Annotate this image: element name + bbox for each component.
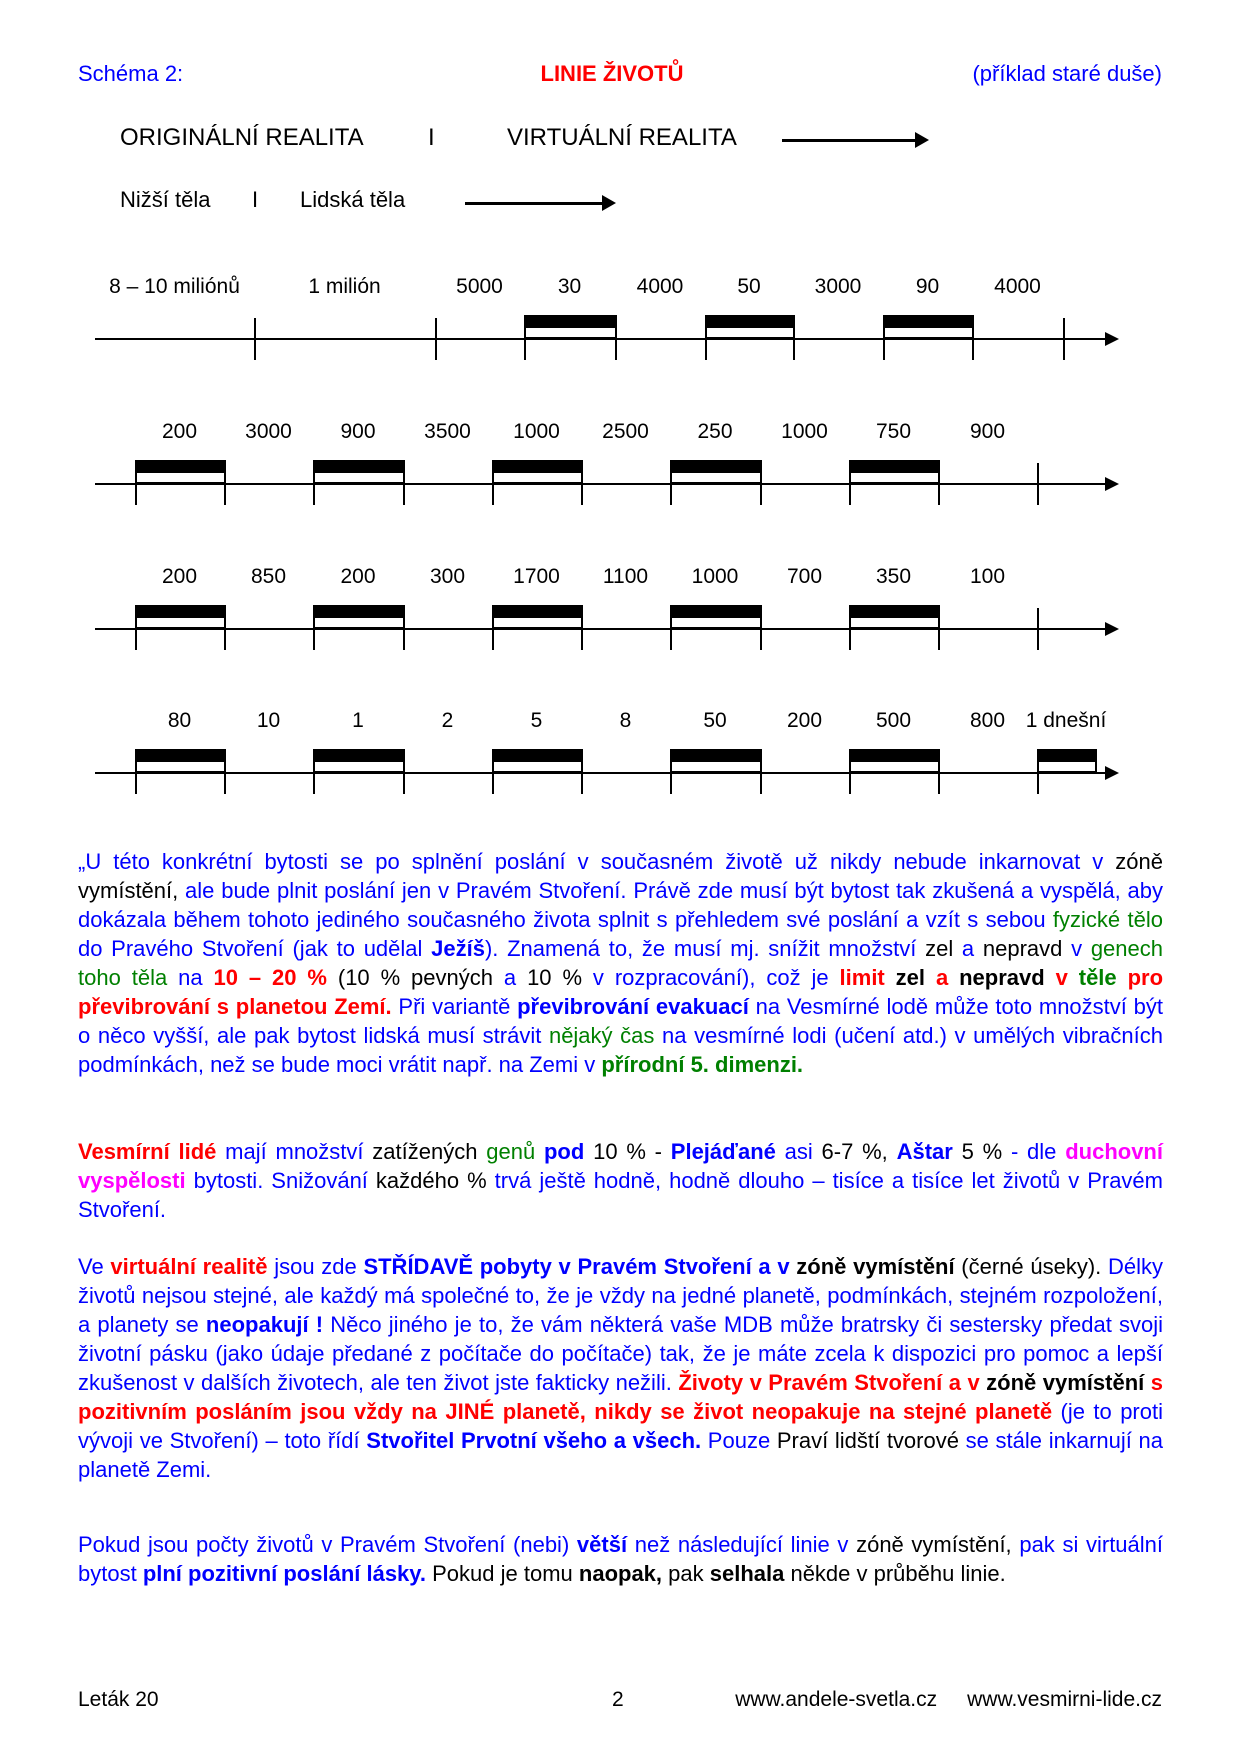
text-run: se stále inkarnují na planetě Zemi. [78, 1428, 1164, 1482]
text-run: genů [486, 1139, 536, 1164]
arrowhead-icon [1105, 332, 1119, 346]
segment-label: 5 [530, 709, 543, 732]
text-run: (černé úseky). [954, 1254, 1102, 1279]
arrowhead-icon [1105, 766, 1119, 780]
segment-label: 1000 [781, 420, 828, 443]
text-run: přírodní 5. dimenzi. [601, 1052, 804, 1077]
segment-label: 900 [969, 420, 1006, 443]
text-run: větší [576, 1532, 628, 1557]
tick-mark [435, 318, 437, 360]
text-run: (je to proti vývoji ve Stvoření) – toto řídí [78, 1399, 1163, 1453]
bodies-separator: I [252, 187, 259, 212]
text-run: fyzické tělo [1052, 907, 1163, 932]
life-bar [492, 605, 583, 629]
paragraph-3 [78, 1252, 1163, 1484]
human-bodies-label: Lidská těla [300, 187, 406, 212]
life-bar [849, 605, 940, 629]
segment-label: 10 [256, 709, 281, 732]
text-run: 5 % [961, 1139, 1003, 1164]
text-run: limit [839, 965, 896, 990]
life-bar [670, 605, 762, 629]
text-run: těle [1078, 965, 1128, 990]
segment-label: 90 [915, 275, 940, 298]
segment-label: 4000 [994, 275, 1041, 298]
life-bar [1037, 749, 1097, 773]
segment-label: 5000 [456, 275, 503, 298]
arrowhead-icon [1105, 477, 1119, 491]
life-bar [492, 749, 583, 773]
text-run: mají množství [216, 1139, 373, 1164]
life-bar [313, 749, 405, 773]
tick-mark [1037, 608, 1039, 650]
text-run: Něco jiného je to, že vám některá vaše MDB může bratrsky či sestersky předat svoji životní pásku (jako údaje předané z počítače do počítače) tak, že je máte zcela k dispozici pro pomoc a lepší zkušenost v dalších životech, ale ten život jste fakticky nežili. [78, 1312, 1164, 1395]
original-reality-label: ORIGINÁLNÍ REALITA [120, 124, 364, 151]
segment-label: 3500 [424, 420, 471, 443]
life-bar [524, 315, 617, 339]
text-run: v rozpracování), což je [592, 965, 840, 990]
text-run: - dle [1002, 1139, 1066, 1164]
text-run [584, 1139, 593, 1164]
text-run: s pozitivním posláním jsou vždy na JINÉ planetě, nikdy se život neopakuje na stejné planetě [78, 1370, 1163, 1424]
segment-label: 200 [161, 420, 198, 443]
text-run: asi [775, 1139, 822, 1164]
text-run: a [503, 965, 517, 990]
life-bar [883, 315, 974, 339]
text-run: než následující linie v [627, 1532, 857, 1557]
text-run: pod [543, 1139, 585, 1164]
text-run: trvá ještě hodně, hodně dlouho – tisíce a tisíce let životů v Pravém Stvoření. [78, 1168, 1163, 1222]
segment-label: 350 [875, 565, 912, 588]
text-run: zóně vymístění, [78, 849, 1163, 903]
text-run: Stvořitel Prvotní všeho a všech. [366, 1428, 702, 1453]
page-number: 2 [612, 1688, 624, 1711]
segment-label: 30 [557, 275, 582, 298]
segment-label: 1 milión [308, 275, 381, 298]
segment-label: 2500 [602, 420, 649, 443]
text-run [535, 1139, 544, 1164]
text-run: selhala [709, 1561, 785, 1586]
segment-label: 900 [340, 420, 376, 443]
reality-separator: I [428, 124, 435, 151]
text-run: a [935, 965, 960, 990]
text-run: ale bude plnit poslání jen v Pravém Stvoření. Právě zde musí být bytost tak zkušená a vyspělá, aby dokázala během tohoto jediného současného života splnit s přehledem své poslání a vzít s sebou [78, 878, 1163, 932]
text-run: do Pravého Stvoření (jak to udělal [78, 936, 432, 961]
text-run: zel [925, 936, 954, 961]
schema-label: Schéma 2: [78, 61, 184, 86]
right-arrow-icon [782, 139, 916, 142]
text-run: pak [662, 1561, 710, 1586]
segment-label: 80 [167, 709, 192, 732]
text-run: na vesmírné lodi (učení atd.) v umělých vibračních podmínkách, než se bude moci vrátit např. na Zemi v [78, 1023, 1163, 1077]
text-run: pro převibrování s planetou Zemí. [78, 965, 1164, 1019]
segment-label: 50 [737, 275, 761, 298]
paragraph-2 [78, 1137, 1163, 1224]
life-bar [492, 460, 583, 484]
text-run: zóně vymístění [986, 1370, 1145, 1395]
website-links [735, 1688, 1162, 1712]
text-run: nepravd [959, 965, 1056, 990]
timeline-axis [95, 483, 1105, 485]
text-run: Aštar [896, 1139, 953, 1164]
text-run: pak si virtuální bytost [78, 1532, 1164, 1586]
text-run: (10 % pevných [326, 965, 504, 990]
leaflet-number: Leták 20 [78, 1688, 159, 1711]
segment-label: 100 [969, 565, 1006, 588]
text-run: každého % [375, 1168, 487, 1193]
text-run: ). Znamená to, že musí mj. snížit množství [484, 936, 926, 961]
text-run: naopak, [578, 1561, 663, 1586]
tick-mark [1063, 318, 1065, 360]
text-run: Pokud je tomu [426, 1561, 579, 1586]
text-run: zel [895, 965, 936, 990]
segment-label: 3000 [245, 420, 292, 443]
website-link-1: www.andele-svetla.cz [735, 1688, 938, 1711]
timeline-axis [95, 628, 1105, 630]
segment-label: 200 [161, 565, 198, 588]
segment-label: 8 [619, 709, 632, 732]
text-run: Životy v Pravém Stvoření a v [678, 1370, 987, 1395]
text-run: na Vesmírné lodě může toto množství být o něco vyšší, ale pak bytost lidská musí strávit [78, 994, 1163, 1048]
text-run: na [167, 965, 214, 990]
text-run [953, 1139, 962, 1164]
text-run: 10 – 20 % [213, 965, 327, 990]
life-bar [849, 749, 940, 773]
text-run: Ve [78, 1254, 111, 1279]
page-subtitle: (příklad staré duše) [972, 61, 1162, 86]
segment-label: 1000 [513, 420, 560, 443]
text-run: bytosti. Snižování [185, 1168, 376, 1193]
text-run: Pokud jsou počty životů v Pravém Stvoření (nebi) [78, 1532, 577, 1557]
segment-label: 200 [786, 709, 823, 732]
segment-label: 3000 [814, 275, 862, 298]
text-run: jsou zde [267, 1254, 364, 1279]
timeline-axis [95, 772, 1105, 774]
life-bar [670, 749, 762, 773]
text-run: nějaký čas [548, 1023, 655, 1048]
text-run: Plejáďané [670, 1139, 776, 1164]
life-bar [705, 315, 795, 339]
segment-label: 1700 [513, 565, 560, 588]
segment-label: 8 – 10 miliónů [109, 275, 240, 298]
text-run [888, 1139, 897, 1164]
text-run: 6-7 %, [821, 1139, 888, 1164]
segment-label: 500 [875, 709, 912, 732]
text-run: „U této konkrétní bytosti se po splnění poslání v současném životě už nikdy nebude inkarnovat v [78, 849, 1116, 874]
text-run: 10 % [516, 965, 593, 990]
text-run: virtuální realitě [110, 1254, 268, 1279]
segment-label: 850 [250, 565, 287, 588]
text-run: a [953, 936, 983, 961]
text-run [477, 1139, 486, 1164]
life-bar [670, 460, 762, 484]
segment-label: 750 [875, 420, 912, 443]
text-run: v [1062, 936, 1091, 961]
virtual-reality-label: VIRTUÁLNÍ REALITA [507, 124, 737, 151]
segment-label: 1 [352, 709, 364, 732]
life-bar [135, 460, 226, 484]
text-run: neopakují ! [205, 1312, 324, 1337]
page-title: LINIE ŽIVOTŮ [540, 61, 684, 86]
text-run: zatížených [372, 1139, 478, 1164]
life-bar [313, 605, 405, 629]
paragraph-4 [78, 1530, 1163, 1588]
segment-label: 200 [340, 565, 376, 588]
text-run: genech toho těla [78, 936, 1163, 990]
text-run: Při variantě [391, 994, 518, 1019]
text-run: převibrování evakuací [517, 994, 749, 1019]
text-run: Ježíš [431, 936, 485, 961]
segment-label: 1 dnešní [1025, 709, 1107, 732]
segment-label: 800 [969, 709, 1006, 732]
life-bar [849, 460, 940, 484]
segment-label: 300 [429, 565, 466, 588]
lower-bodies-label: Nižší těla [120, 187, 211, 212]
life-bar [135, 605, 226, 629]
segment-label: 2 [441, 709, 454, 732]
tick-mark [254, 318, 256, 360]
text-run: 10 % - [593, 1139, 671, 1164]
segment-label: 700 [786, 565, 823, 588]
segment-label: 250 [697, 420, 733, 443]
text-run: zóně vymístění, [856, 1532, 1012, 1557]
tick-mark [1037, 463, 1039, 505]
segment-label: 50 [703, 709, 727, 732]
text-run: STŘÍDAVĚ pobyty v Pravém Stvoření a v [363, 1254, 797, 1279]
text-run: nepravd [982, 936, 1063, 961]
text-run: někde v průběhu linie. [784, 1561, 1006, 1586]
paragraph-1 [78, 847, 1163, 1079]
life-bar [313, 460, 405, 484]
life-bar [135, 749, 226, 773]
text-run: v [1055, 965, 1079, 990]
text-run: Praví lidští tvorové [776, 1428, 959, 1453]
right-arrow-icon [465, 202, 603, 205]
text-run: duchovní vyspělosti [78, 1139, 1163, 1193]
segment-label: 1000 [691, 565, 739, 588]
text-run: plní pozitivní poslání lásky. [142, 1561, 427, 1586]
segment-label: 1100 [602, 565, 649, 588]
arrowhead-icon [1105, 622, 1119, 636]
website-link-2: www.vesmirni-lide.cz [967, 1688, 1162, 1711]
text-run: Délky životů nejsou stejné, ale každý má společné to, že je vždy na jedné planetě, podmínkách, stejném rozpoložení, a planety se [78, 1254, 1163, 1337]
text-run: zóně vymístění [796, 1254, 955, 1279]
text-run: Vesmírní lidé [78, 1139, 217, 1164]
segment-label: 4000 [636, 275, 684, 298]
text-run: Pouze [701, 1428, 777, 1453]
